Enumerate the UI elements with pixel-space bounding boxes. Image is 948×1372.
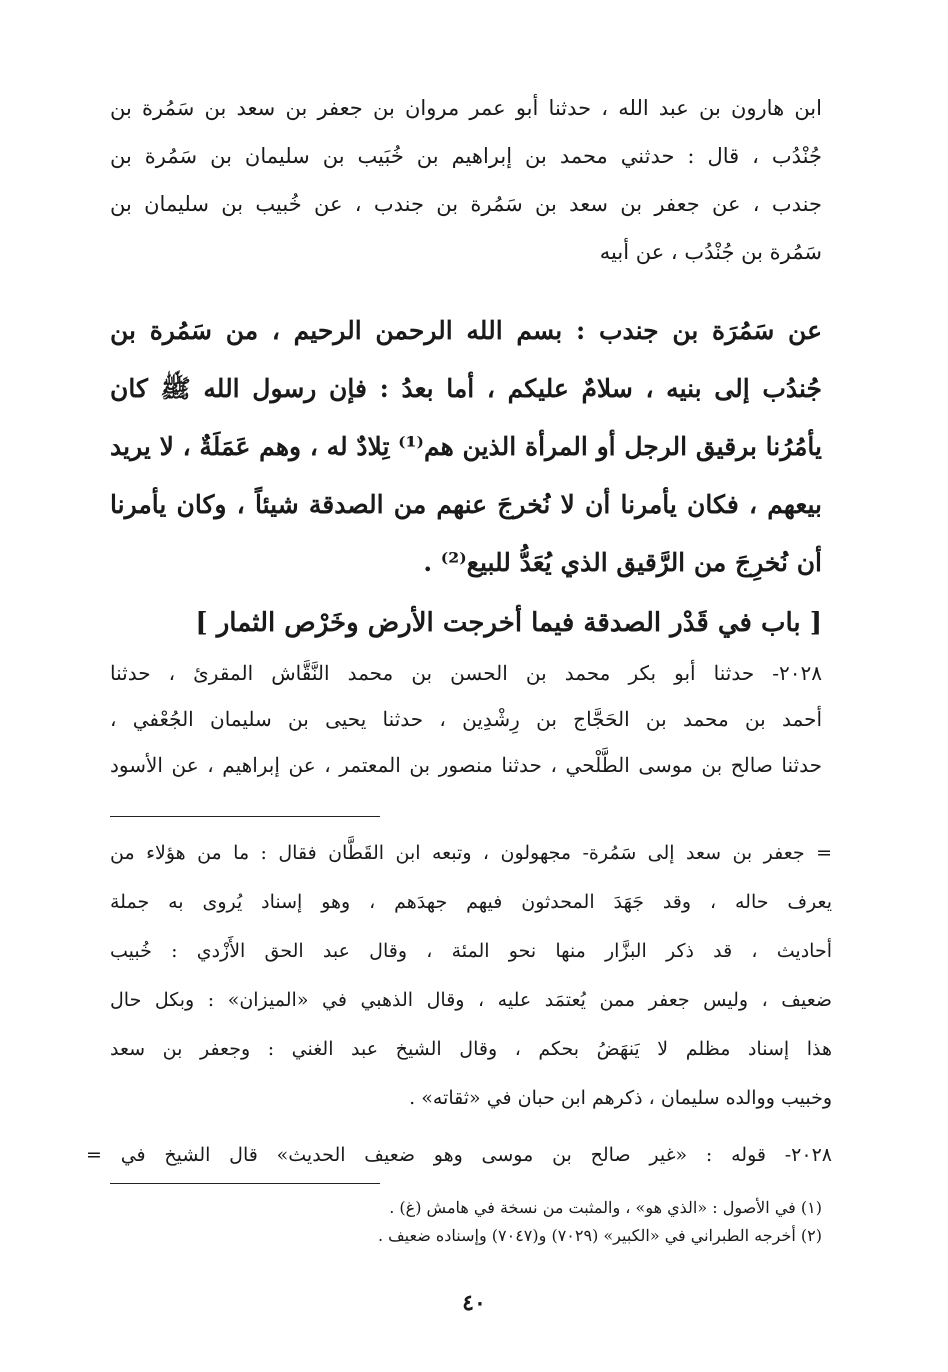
hadith-text-block bbox=[110, 302, 822, 592]
commentary-block bbox=[110, 829, 832, 1123]
isnad-line: سَمُرة بن جُنْدُب ، عن أبيه bbox=[599, 240, 822, 264]
commentary-line: وخبيب ووالده سليمان ، ذكرهم ابن حبان في «ثقاته» . bbox=[409, 1087, 832, 1109]
hadith-text-line: عن سَمُرَة بن جندب : بسم الله الرحمن الرحيم ، من سَمُرة بن bbox=[110, 316, 822, 345]
footnote-2: (٢) أخرجه الطبراني في «الكبير» (٧٠٢٩) و(٧٠٤٧) وإسناده ضعيف . bbox=[377, 1226, 822, 1245]
commentary-line: أحاديث ، قد ذكر البزَّار منها نحو المئة ، وقال عبد الحق الأَزْدي : خُبيب bbox=[110, 940, 832, 962]
hadith-2028-line: ٢٠٢٨- حدثنا أبو بكر محمد بن الحسن بن محمد النَّقَّاش المقرئ ، حدثنا bbox=[110, 661, 822, 685]
page-number: ٤٠ bbox=[462, 1290, 486, 1316]
footnote-separator bbox=[110, 1183, 380, 1184]
hadith-text-line: أن نُخرِجَ من الرَّقيق الذي يُعَدُّ للبيع⁽²⁾ . bbox=[423, 548, 822, 577]
footnote-1: (١) في الأصول : «الذي هو» ، والمثبت من نسخة في هامش (غ) . bbox=[389, 1198, 822, 1217]
commentary-line: يعرف حاله ، وقد جَهَدَ المحدثون فيهم جهدَهم ، وهو إسناد يُروى به جملة bbox=[110, 891, 832, 913]
footnotes-block bbox=[110, 1194, 822, 1250]
commentary-2028-line: ٢٠٢٨- قوله : «غير صالح بن موسى وهو ضعيف الحديث» قال الشيخ في = bbox=[86, 1144, 832, 1166]
hadith-2028-line: حدثنا صالح بن موسى الطَّلْحي ، حدثنا منصور بن المعتمر ، عن إبراهيم ، عن الأسود bbox=[110, 753, 822, 777]
hadith-2028-block bbox=[110, 650, 822, 788]
commentary-line: = جعفر بن سعد إلى سَمُرة- مجهولون ، وتبعه ابن القَطَّان فقال : ما من هؤلاء من bbox=[110, 842, 832, 864]
chapter-heading: [ باب في قَدْر الصدقة فيما أخرجت الأرض وخَرْص الثمار ] bbox=[195, 608, 822, 638]
commentary-line: ضعيف ، وليس جعفر ممن يُعتمَد عليه ، وقال الذهبي في «الميزان» : وبكل حال bbox=[110, 989, 832, 1011]
isnad-line: جندب ، عن جعفر بن سعد بن سَمُرة بن جندب ، عن خُبيب بن سليمان بن bbox=[110, 192, 822, 216]
commentary-line: هذا إسناد مظلم لا يَنهَضُ بحكم ، وقال الشيخ عبد الغني : وجعفر بن سعد bbox=[110, 1038, 832, 1060]
isnad-line: ابن هارون بن عبد الله ، حدثنا أبو عمر مروان بن جعفر بن سعد بن سَمُرة بن bbox=[110, 96, 822, 120]
hadith-text-line: يأمُرُنا برقيق الرجل أو المرأة الذين هم⁽¹⁾ تِلادٌ له ، وهم عَمَلَةٌ ، لا يريد bbox=[110, 432, 822, 461]
footnote-separator bbox=[110, 816, 380, 817]
isnad-block bbox=[110, 84, 822, 276]
hadith-text-line: جُندُب إلى بنيه ، سلامٌ عليكم ، أما بعدُ : فإن رسول الله ﷺ كان bbox=[110, 374, 822, 403]
isnad-line: جُنْدُب ، قال : حدثني محمد بن إبراهيم بن خُبَيب بن سليمان بن سَمُرة بن bbox=[110, 144, 822, 168]
hadith-2028-line: أحمد بن محمد بن الحَجَّاج بن رِشْدِين ، حدثنا يحيى بن سليمان الجُعْفي ، bbox=[110, 707, 822, 731]
hadith-text-line: بيعهم ، فكان يأمرنا أن لا نُخرجَ عنهم من الصدقة شيئاً ، وكان يأمرنا bbox=[110, 490, 822, 519]
commentary-2028-block bbox=[86, 1133, 832, 1177]
page-content bbox=[86, 84, 832, 1250]
